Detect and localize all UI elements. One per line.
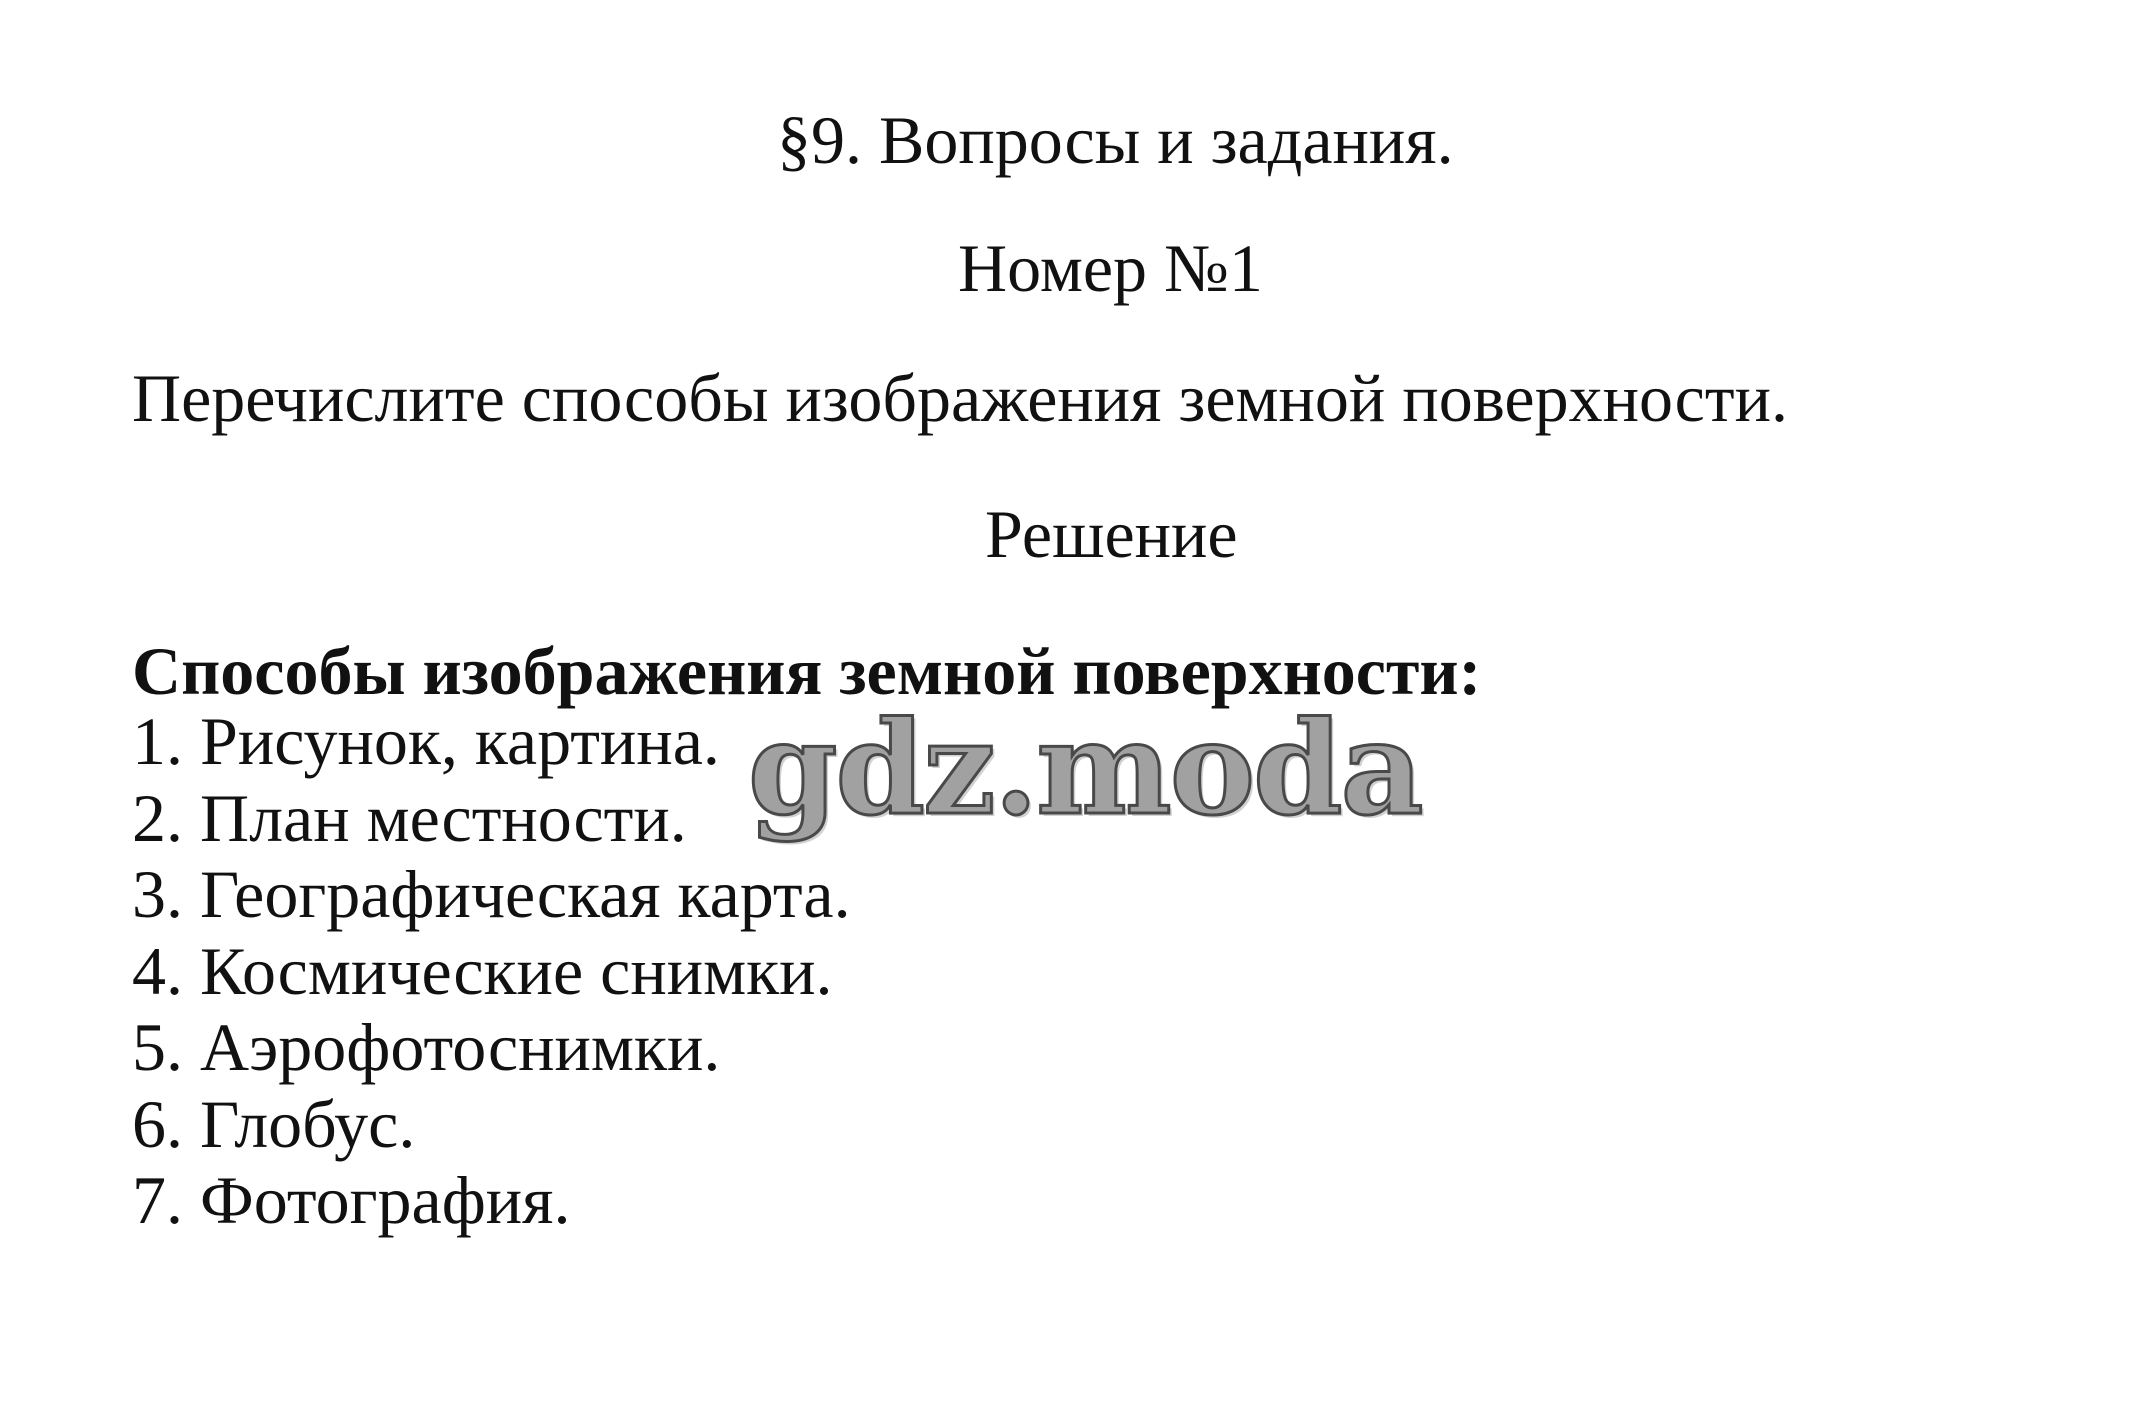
answer-list [132,703,851,1239]
list-item: 6. Глобус. [132,1085,416,1162]
list-item: 2. План местности. [132,779,687,856]
list-item: 3. Географическая карта. [132,856,851,932]
answer-heading: Способы изображения земной поверхности: [132,633,1482,709]
list-item: 4. Космические снимки. [132,932,833,1009]
list-item: 1. Рисунок, картина. [132,703,720,779]
solution-heading: Решение [985,496,1238,572]
list-item: 7. Фотография. [132,1162,571,1238]
task-number: Номер №1 [958,230,1263,306]
question-text: Перечислите способы изображения земной поверхности. [132,360,1788,436]
list-item: 5. Аэрофотоснимки. [132,1009,721,1085]
watermark-logo: gdz.moda [748,694,1422,844]
section-title: §9. Вопросы и задания. [777,102,1454,178]
